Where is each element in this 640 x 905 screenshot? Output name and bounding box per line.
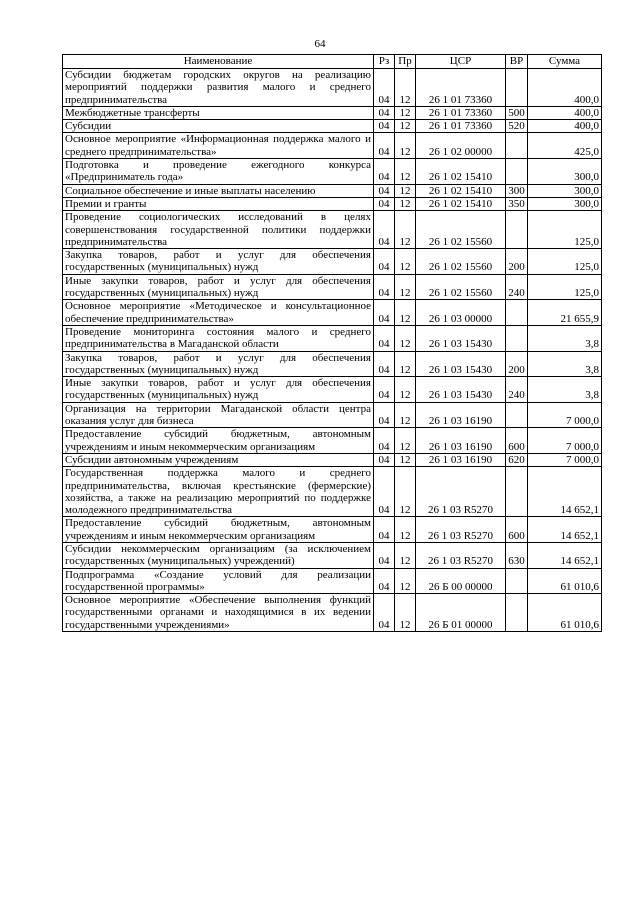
cell-csr: 26 1 01 73360 (416, 106, 506, 119)
cell-rz: 04 (374, 568, 395, 594)
cell-rz: 04 (374, 325, 395, 351)
cell-pr: 12 (395, 428, 416, 454)
cell-pr: 12 (395, 568, 416, 594)
table-row (63, 69, 602, 107)
cell-rz: 04 (374, 184, 395, 197)
cell-vr: 240 (506, 274, 528, 300)
cell-sum: 300,0 (528, 159, 602, 185)
cell-rz: 04 (374, 542, 395, 568)
cell-csr: 26 1 03 16190 (416, 402, 506, 428)
cell-rz: 04 (374, 377, 395, 403)
cell-pr: 12 (395, 377, 416, 403)
cell-name: Иные закупки товаров, работ и услуг для обеспечения государственных (муниципальных) нужд (63, 274, 374, 300)
header-pr: Пр (395, 55, 416, 69)
table-body (63, 69, 602, 632)
cell-name: Предоставление субсидий бюджетным, автономным учреждениям и иным некоммерческим организациям (63, 517, 374, 543)
cell-name: Субсидии некоммерческим организациям (за исключением государственных (муниципальных) учреждений) (63, 542, 374, 568)
cell-rz: 04 (374, 402, 395, 428)
cell-csr: 26 1 03 16190 (416, 453, 506, 466)
cell-vr: 200 (506, 249, 528, 275)
header-rz: Рз (374, 55, 395, 69)
cell-name: Субсидии бюджетам городских округов на реализацию мероприятий поддержки развития малого и среднего предпринимательства (63, 69, 374, 107)
cell-rz: 04 (374, 274, 395, 300)
cell-sum: 3,8 (528, 325, 602, 351)
cell-rz: 04 (374, 249, 395, 275)
table-row (63, 568, 602, 594)
cell-pr: 12 (395, 325, 416, 351)
cell-rz: 04 (374, 517, 395, 543)
cell-name: Основное мероприятие «Информационная поддержка малого и среднего предпринимательства» (63, 133, 374, 159)
cell-name: Основное мероприятие «Методическое и консультационное обеспечение предпринимательства» (63, 300, 374, 326)
table-header (63, 55, 602, 69)
cell-name: Государственная поддержка малого и среднего предпринимательства, включая крестьянские (фермерские) хозяйства, а также на реализацию мероприятий по поддержке молодежного предпринимательства (63, 467, 374, 517)
cell-csr: 26 1 01 73360 (416, 120, 506, 133)
cell-csr: 26 1 02 15560 (416, 274, 506, 300)
table-row (63, 377, 602, 403)
cell-vr (506, 159, 528, 185)
cell-pr: 12 (395, 351, 416, 377)
table-row (63, 517, 602, 543)
cell-vr (506, 402, 528, 428)
cell-vr (506, 211, 528, 249)
table-row (63, 351, 602, 377)
cell-sum: 300,0 (528, 184, 602, 197)
cell-name: Проведение социологических исследований в целях совершенствования государственной политики поддержки предпринимательства (63, 211, 374, 249)
cell-pr: 12 (395, 106, 416, 119)
cell-csr: 26 1 01 73360 (416, 69, 506, 107)
cell-rz: 04 (374, 159, 395, 185)
cell-rz: 04 (374, 428, 395, 454)
cell-rz: 04 (374, 133, 395, 159)
header-row (63, 55, 602, 69)
table-row (63, 211, 602, 249)
cell-pr: 12 (395, 184, 416, 197)
budget-table (62, 54, 602, 632)
cell-vr: 300 (506, 184, 528, 197)
cell-csr: 26 1 02 15560 (416, 249, 506, 275)
cell-rz: 04 (374, 197, 395, 210)
cell-sum: 300,0 (528, 197, 602, 210)
cell-sum: 3,8 (528, 377, 602, 403)
cell-name: Премии и гранты (63, 197, 374, 210)
cell-sum: 125,0 (528, 274, 602, 300)
cell-rz: 04 (374, 120, 395, 133)
cell-name: Субсидии (63, 120, 374, 133)
cell-name: Закупка товаров, работ и услуг для обеспечения государственных (муниципальных) нужд (63, 351, 374, 377)
cell-vr: 630 (506, 542, 528, 568)
cell-vr: 520 (506, 120, 528, 133)
cell-csr: 26 1 03 16190 (416, 428, 506, 454)
cell-csr: 26 1 02 00000 (416, 133, 506, 159)
table-row (63, 428, 602, 454)
table-row (63, 402, 602, 428)
cell-pr: 12 (395, 300, 416, 326)
table-row (63, 197, 602, 210)
cell-rz: 04 (374, 211, 395, 249)
cell-sum: 7 000,0 (528, 428, 602, 454)
cell-name: Проведение мониторинга состояния малого и среднего предпринимательства в Магаданской области (63, 325, 374, 351)
cell-csr: 26 1 02 15560 (416, 211, 506, 249)
cell-csr: 26 1 03 00000 (416, 300, 506, 326)
table-row (63, 184, 602, 197)
cell-sum: 425,0 (528, 133, 602, 159)
table-row (63, 274, 602, 300)
cell-name: Организация на территории Магаданской области центра оказания услуг для бизнеса (63, 402, 374, 428)
table-row (63, 133, 602, 159)
cell-csr: 26 1 02 15410 (416, 159, 506, 185)
cell-sum: 400,0 (528, 106, 602, 119)
cell-pr: 12 (395, 517, 416, 543)
table-row (63, 120, 602, 133)
cell-sum: 61 010,6 (528, 594, 602, 632)
cell-name: Подпрограмма «Создание условий для реализации государственной программы» (63, 568, 374, 594)
cell-pr: 12 (395, 120, 416, 133)
cell-sum: 7 000,0 (528, 453, 602, 466)
table-row (63, 467, 602, 517)
cell-vr (506, 300, 528, 326)
table-row (63, 325, 602, 351)
cell-vr (506, 568, 528, 594)
cell-rz: 04 (374, 351, 395, 377)
cell-pr: 12 (395, 211, 416, 249)
cell-csr: 26 1 02 15410 (416, 197, 506, 210)
cell-vr: 620 (506, 453, 528, 466)
cell-pr: 12 (395, 274, 416, 300)
cell-vr: 350 (506, 197, 528, 210)
cell-name: Иные закупки товаров, работ и услуг для обеспечения государственных (муниципальных) нужд (63, 377, 374, 403)
cell-sum: 3,8 (528, 351, 602, 377)
cell-csr: 26 1 03 R5270 (416, 542, 506, 568)
cell-name: Закупка товаров, работ и услуг для обеспечения государственных (муниципальных) нужд (63, 249, 374, 275)
cell-csr: 26 Б 00 00000 (416, 568, 506, 594)
cell-sum: 14 652,1 (528, 542, 602, 568)
cell-vr: 600 (506, 428, 528, 454)
cell-csr: 26 1 03 15430 (416, 351, 506, 377)
cell-rz: 04 (374, 69, 395, 107)
cell-sum: 400,0 (528, 69, 602, 107)
cell-sum: 400,0 (528, 120, 602, 133)
cell-pr: 12 (395, 542, 416, 568)
cell-rz: 04 (374, 300, 395, 326)
cell-sum: 14 652,1 (528, 517, 602, 543)
cell-pr: 12 (395, 69, 416, 107)
cell-sum: 125,0 (528, 249, 602, 275)
cell-name: Основное мероприятие «Обеспечение выполнения функций государственными органами и находящимися в их ведении государственными учреждениями» (63, 594, 374, 632)
cell-rz: 04 (374, 453, 395, 466)
cell-vr: 500 (506, 106, 528, 119)
cell-rz: 04 (374, 106, 395, 119)
table-row (63, 249, 602, 275)
cell-rz: 04 (374, 467, 395, 517)
cell-pr: 12 (395, 453, 416, 466)
cell-pr: 12 (395, 249, 416, 275)
header-vr: ВР (506, 55, 528, 69)
cell-sum: 7 000,0 (528, 402, 602, 428)
cell-csr: 26 1 02 15410 (416, 184, 506, 197)
cell-sum: 14 652,1 (528, 467, 602, 517)
cell-pr: 12 (395, 402, 416, 428)
cell-vr (506, 69, 528, 107)
cell-pr: 12 (395, 467, 416, 517)
cell-rz: 04 (374, 594, 395, 632)
cell-name: Социальное обеспечение и иные выплаты населению (63, 184, 374, 197)
cell-vr (506, 594, 528, 632)
cell-vr (506, 325, 528, 351)
cell-sum: 61 010,6 (528, 568, 602, 594)
cell-csr: 26 1 03 R5270 (416, 467, 506, 517)
cell-vr (506, 133, 528, 159)
table-row (63, 300, 602, 326)
header-csr: ЦСР (416, 55, 506, 69)
page-number: 64 (314, 38, 326, 50)
cell-vr: 600 (506, 517, 528, 543)
table-row (63, 159, 602, 185)
cell-vr: 240 (506, 377, 528, 403)
header-name: Наименование (63, 55, 374, 69)
table-row (63, 106, 602, 119)
cell-pr: 12 (395, 133, 416, 159)
cell-name: Межбюджетные трансферты (63, 106, 374, 119)
cell-csr: 26 1 03 15430 (416, 377, 506, 403)
cell-name: Субсидии автономным учреждениям (63, 453, 374, 466)
cell-csr: 26 1 03 R5270 (416, 517, 506, 543)
cell-vr (506, 467, 528, 517)
cell-sum: 21 655,9 (528, 300, 602, 326)
table-row (63, 594, 602, 632)
cell-csr: 26 Б 01 00000 (416, 594, 506, 632)
cell-pr: 12 (395, 594, 416, 632)
table-row (63, 453, 602, 466)
cell-vr: 200 (506, 351, 528, 377)
header-sum: Сумма (528, 55, 602, 69)
cell-csr: 26 1 03 15430 (416, 325, 506, 351)
cell-pr: 12 (395, 159, 416, 185)
cell-name: Предоставление субсидий бюджетным, автономным учреждениям и иным некоммерческим организациям (63, 428, 374, 454)
cell-name: Подготовка и проведение ежегодного конкурса «Предприниматель года» (63, 159, 374, 185)
table-row (63, 542, 602, 568)
cell-pr: 12 (395, 197, 416, 210)
cell-sum: 125,0 (528, 211, 602, 249)
